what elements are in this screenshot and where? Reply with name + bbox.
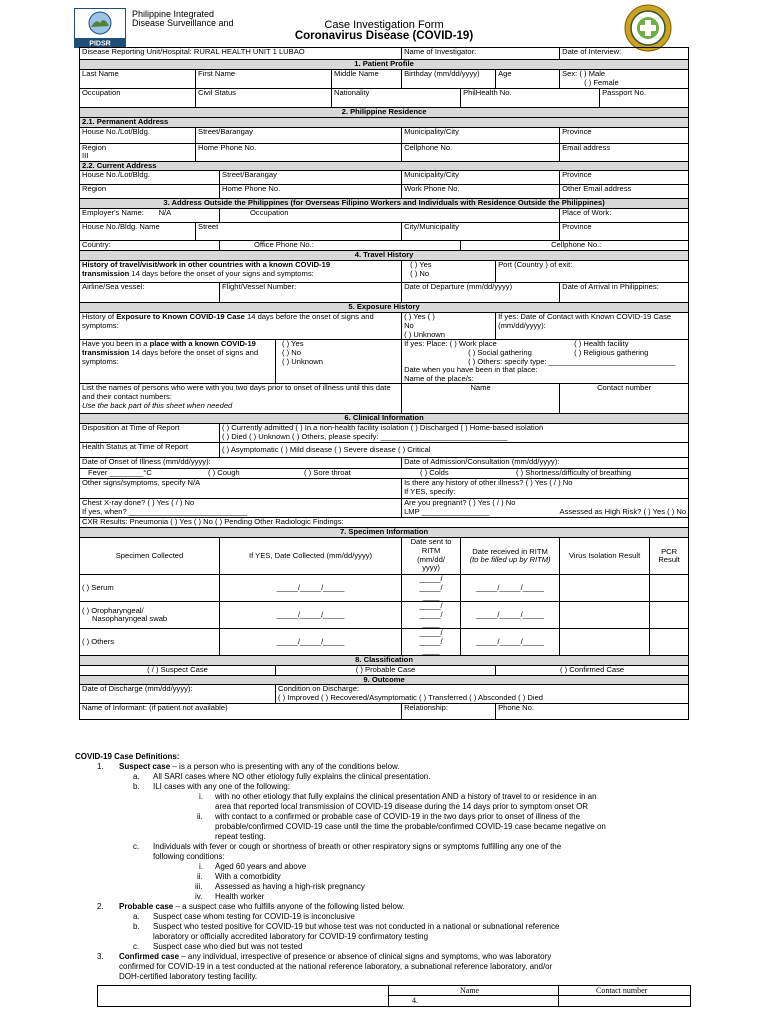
abroad-occupation-field[interactable]: Occupation (220, 209, 560, 223)
probable-case-text: – a suspect case who fulfills anyone of the following listed below. (173, 902, 405, 911)
probable-b-text-2: laboratory or officially accredited laboratory for COVID-19 confirmatory testing (153, 932, 429, 941)
departure-date-field[interactable]: Date of Departure (mm/dd/yyyy) (402, 283, 560, 303)
specimen-others[interactable]: ( ) Others (80, 629, 220, 656)
probable-a-text: Suspect case whom testing for COVID-19 is inconclusive (153, 912, 355, 921)
sore-throat-option[interactable]: ( ) Sore throat (304, 468, 351, 478)
perm-province-field[interactable]: Province (560, 127, 689, 143)
flight-number-field[interactable]: Flight/Vessel Number: (220, 283, 402, 303)
curr-home-phone-field[interactable]: Home Phone No. (220, 185, 402, 199)
perm-home-phone-field[interactable]: Home Phone No. (196, 143, 402, 161)
def-letter: a. (133, 772, 140, 781)
last-name-field[interactable]: Last Name (80, 70, 196, 89)
curr-street-field[interactable]: Street/Barangay (220, 171, 402, 185)
others-date-sent[interactable] (402, 629, 461, 656)
employer-label: Employer's Name: (82, 208, 144, 218)
suspect-a-text: All SARI cases where NO other etiology fully explains the clinical presentation. (153, 772, 431, 781)
civil-status-field[interactable]: Civil Status (196, 89, 332, 108)
perm-region-field[interactable] (80, 143, 196, 161)
def-roman: i. (199, 862, 203, 871)
specimen-collected-header: Specimen Collected (80, 538, 220, 575)
section-classification: 8. Classification (80, 656, 689, 666)
sent-blank: _____/ (419, 636, 443, 646)
curr-province-field[interactable]: Province (560, 171, 689, 185)
fever-field[interactable]: Fever ________°C (88, 468, 152, 478)
def-letter: c. (133, 942, 140, 951)
contacts-name-header: Name (460, 986, 480, 995)
onset-date-field[interactable]: Date of Onset of Illness (mm/dd/yyyy): (80, 458, 402, 469)
exposure-no-option[interactable]: No (404, 320, 414, 330)
subsection-permanent-address: 2.1. Permanent Address (80, 118, 689, 128)
others-virus-result[interactable] (560, 629, 650, 656)
persons-list-instruction (80, 384, 402, 414)
confirmed-case-text: – any individual, irrespective of presence or absence of clinical signs and symptoms, who was laboratory (179, 952, 552, 961)
section-philippine-residence: 2. Philippine Residence (80, 108, 689, 118)
pcr-result-header: PCR Result (650, 538, 689, 575)
sex-field[interactable] (560, 70, 689, 89)
def-number: 2. (97, 902, 104, 911)
cough-option[interactable]: ( ) Cough (208, 468, 240, 478)
case-investigation-table (79, 47, 689, 720)
def-roman: ii. (197, 872, 203, 881)
suspect-c-iii-text: Assessed as having a high-risk pregnancy (215, 882, 365, 891)
serum-date-collected[interactable]: _____/_____/_____ (220, 575, 402, 602)
date-received-note: (to be filled up by RITM) (469, 555, 551, 565)
section-outcome: 9. Outcome (80, 675, 689, 685)
high-risk-options[interactable]: Assessed as High Risk? ( ) Yes ( ) No (559, 506, 687, 516)
religious-gathering-option[interactable]: ( ) Religious gathering (574, 347, 649, 357)
form-subtitle: Coronavirus Disease (COVID-19) (294, 30, 474, 42)
arrival-date-field[interactable]: Date of Arrival in Philippines: (560, 283, 689, 303)
disposition-label: Disposition at Time of Report (80, 424, 220, 443)
suspect-b-i-text: with no other etiology that fully explains the clinical presentation AND a history of travel to or residence in an (215, 792, 597, 801)
section-specimen-information: 7. Specimen Information (80, 528, 689, 538)
suspect-c-text: Individuals with fever or cough or shortness of breath or other respiratory signs or symptoms fulfilling any one of the (153, 842, 562, 851)
suspect-c-iv-text: Health worker (215, 892, 265, 901)
office-phone-field[interactable]: Office Phone No.: (220, 241, 461, 251)
suspect-c-ii-text: With a comorbidity (215, 872, 281, 881)
airline-field[interactable]: Airline/Sea vessel: (80, 283, 220, 303)
travel-yes-no[interactable] (402, 261, 496, 283)
suspect-case-option[interactable]: ( / ) Suspect Case (80, 665, 276, 675)
contact-name-header: Name (402, 384, 560, 414)
other-illness-field[interactable] (402, 479, 689, 499)
employer-field[interactable] (80, 209, 220, 223)
discharge-date-field[interactable]: Date of Discharge (mm/dd/yyyy): (80, 685, 276, 704)
org-line-1: Philippine Integrated (132, 9, 215, 19)
def-letter: b. (133, 922, 140, 931)
sent-blank: _____/ (419, 582, 443, 592)
others-specify-option[interactable]: ( ) Others: specify type: ______________________________ (468, 356, 676, 366)
section-exposure-history: 5. Exposure History (80, 303, 689, 313)
social-gathering-option[interactable]: ( ) Social gathering (468, 347, 532, 357)
exposure-q1-c: 14 days before the onset of signs and symptoms: (82, 312, 374, 330)
section-clinical-information: 6. Clinical Information (80, 414, 689, 424)
place-options[interactable] (276, 340, 402, 384)
place-q-a: Have you been in a (82, 339, 148, 349)
contacts-number-header: Contact number (596, 986, 648, 995)
condition-options[interactable]: ( ) Improved ( ) Recovered/Asymptomatic ( ) Transferred ( ) Absconded ( ) Died (278, 692, 544, 702)
sent-blank: _____/ (419, 601, 443, 611)
exposure-yes-option[interactable]: ( ) Yes ( ) (404, 312, 435, 322)
subsection-current-address: 2.2. Current Address (80, 161, 689, 171)
contact-date-field[interactable]: If yes: Date of Contact with Known COVID-19 Case (mm/dd/yyyy): (496, 313, 689, 340)
abroad-street-field[interactable]: Street (196, 223, 402, 241)
condition-label: Condition on Discharge: (278, 684, 360, 694)
disposition-options[interactable] (220, 424, 689, 443)
confirmed-case-text-2: confirmed for COVID-19 in a test conducted at the national reference laboratory, a subnational reference laboratory, and/or (119, 962, 553, 971)
perm-municipality-field[interactable]: Municipality/City (402, 127, 560, 143)
others-pcr-result[interactable] (650, 629, 689, 656)
swab-pcr-result[interactable] (650, 602, 689, 629)
pregnancy-field[interactable] (402, 499, 689, 518)
sent-blank: _____/ (419, 609, 443, 619)
confirmed-case-option[interactable]: ( ) Confirmed Case (496, 665, 689, 675)
curr-house-field[interactable]: House No./Lot/Bldg. (80, 171, 220, 185)
sent-blank: ____ (422, 618, 440, 628)
def-letter: a. (133, 912, 140, 921)
perm-street-field[interactable]: Street/Barangay (196, 127, 402, 143)
curr-work-phone-field[interactable]: Work Phone No. (402, 185, 560, 199)
sex-male-option[interactable]: Sex: ( ) Male (562, 69, 606, 78)
org-line-2: Disease Surveillance and (132, 18, 234, 28)
others-date-received[interactable]: _____/_____/_____ (461, 629, 560, 656)
travel-history-question (80, 261, 402, 283)
def-letter: c. (133, 842, 140, 851)
def-number: 1. (97, 762, 104, 771)
disposition-line-2[interactable]: ( ) Died ( ) Unknown ( ) Others, please specify: ______________________________ (222, 431, 508, 441)
confirmed-case-heading: Confirmed case (119, 952, 180, 961)
swab-date-collected[interactable]: _____/_____/_____ (220, 602, 402, 629)
probable-b-text: Suspect who tested positive for COVID-19 but whose test was not conducted in a national or subnational reference (153, 922, 560, 931)
port-of-exit-field[interactable]: Port (Country ) of exit: (496, 261, 689, 283)
philhealth-field[interactable]: PhilHealth No. (461, 89, 600, 108)
place-q-c: 14 days before the onset of signs and symptoms: (82, 347, 259, 366)
confirmed-case-text-3: DOH-certified laboratory testing facility. (119, 972, 258, 981)
country-field[interactable]: Country: (80, 241, 220, 251)
date-sent-header: Date sent to RITM (mm/dd/ yyyy) (402, 538, 461, 575)
place-details[interactable] (402, 340, 689, 384)
nationality-field[interactable]: Nationality (332, 89, 461, 108)
def-roman: iii. (195, 882, 203, 891)
sent-blank: ____ (422, 591, 440, 601)
perm-house-field[interactable]: House No./Lot/Bldg. (80, 127, 196, 143)
cxr-results-row[interactable]: CXR Results: Pneumonia ( ) Yes ( ) No ( ) Pending Other Radiologic Findings: (80, 518, 689, 528)
exposure-unknown-option[interactable]: ( ) Unknown (404, 329, 445, 339)
persons-list-note: Use the back part of this sheet when needed (82, 400, 233, 410)
region-label: Region (82, 143, 107, 152)
age-field[interactable]: Age (496, 70, 560, 89)
sent-blank: ____ (422, 645, 440, 655)
health-status-label: Health Status at Time of Report (80, 443, 220, 458)
abroad-cellphone-field[interactable]: Cellphone No.: (461, 241, 689, 251)
specimen-swab[interactable] (80, 602, 220, 629)
suspect-c-text-2: following conditions: (153, 852, 225, 861)
suspect-b-text: ILI cases with any one of the following: (153, 782, 290, 791)
work-place-option[interactable]: If yes: Place: ( ) Work place (404, 339, 497, 349)
table-divider (558, 986, 559, 1006)
swab-label-1: ( ) Oropharyngeal/ (82, 605, 144, 615)
swab-virus-result[interactable] (560, 602, 650, 629)
suspect-b-ii-text: with contact to a confirmed or probable case of COVID-19 in the two days prior to onset of illness of the (215, 812, 581, 821)
table-divider (388, 986, 389, 1006)
travel-no-option[interactable]: ( ) No (410, 268, 430, 278)
exposure-question (80, 313, 402, 340)
date-received-label: Date received in RITM (472, 546, 548, 556)
serum-pcr-result[interactable] (650, 575, 689, 602)
reporting-unit-field[interactable]: Disease Reporting Unit/Hospital: RURAL HEALTH UNIT 1 LUBAO (80, 48, 402, 60)
disposition-line-1[interactable]: ( ) Currently admitted ( ) In a non-health facility isolation ( ) Discharged ( ) Home-based isolation (222, 423, 544, 433)
abroad-house-field[interactable]: House No./Bldg. Name (80, 223, 196, 241)
table-divider (388, 995, 690, 996)
health-status-options[interactable]: ( ) Asymptomatic ( ) Mild disease ( ) Severe disease ( ) Critical (220, 443, 689, 458)
sent-blank: _____/ (419, 628, 443, 638)
def-letter: b. (133, 782, 140, 791)
abroad-city-field[interactable]: City/Municipality (402, 223, 560, 241)
relationship-field[interactable]: Relationship: (402, 704, 496, 720)
health-facility-option[interactable]: ( ) Health facility (574, 339, 629, 349)
curr-other-email-field[interactable]: Other Email address (560, 185, 689, 199)
def-roman: iv. (195, 892, 203, 901)
travel-question-bold: History of travel/visit/work in other countries with a known COVID-19 (82, 260, 331, 270)
suspect-case-heading: Suspect case (119, 762, 171, 771)
perm-email-field[interactable]: Email address (560, 143, 689, 161)
exposure-q1-bold: Exposure to Known COVID-19 Case (116, 312, 245, 322)
informant-phone-field[interactable]: Phone No. (496, 704, 689, 720)
travel-question-bold-2: transmission (82, 268, 130, 278)
virus-isolation-header: Virus Isolation Result (560, 538, 650, 575)
condition-on-discharge[interactable] (276, 685, 689, 704)
place-no-option[interactable]: ( ) No (282, 347, 301, 357)
region-value: III (82, 151, 89, 161)
swab-label-2: Nasopharyngeal swab (92, 614, 168, 624)
admission-date-field[interactable]: Date of Admission/Consultation (mm/dd/yyyy): (402, 458, 689, 469)
serum-date-received[interactable]: _____/_____/_____ (461, 575, 560, 602)
informant-field[interactable]: Name of Informant: (if patient not available) (80, 704, 402, 720)
place-transmission-question (80, 340, 276, 384)
xray-when-field[interactable]: If yes, when? ____________________________ (82, 506, 248, 516)
doh-seal-icon (624, 4, 672, 52)
lmp-field[interactable]: LMP ________________ (404, 506, 490, 516)
persons-list-text: List the names of persons who were with you two days prior to onset of illness until this date and their contact numbers: (82, 383, 391, 401)
def-roman: i. (199, 792, 203, 801)
swab-date-sent[interactable] (402, 602, 461, 629)
serum-date-sent[interactable] (402, 575, 461, 602)
form-header (0, 0, 768, 50)
exposure-options[interactable] (402, 313, 496, 340)
travel-yes-option[interactable]: ( ) Yes (410, 260, 432, 270)
suspect-b-ii-text-3: repeat testing. (215, 832, 266, 841)
probable-case-option[interactable]: ( ) Probable Case (276, 665, 496, 675)
others-date-collected[interactable]: _____/_____/_____ (220, 629, 402, 656)
place-of-work-field[interactable]: Place of Work: (560, 209, 689, 223)
probable-c-text: Suspect case who died but was not tested (153, 942, 303, 951)
place-q-bold: place with a known COVID-19 transmission (82, 339, 256, 357)
xray-options[interactable]: Chest X-ray done? ( ) Yes ( / ) No (82, 498, 195, 508)
occupation-field[interactable]: Occupation (80, 89, 196, 108)
pregnant-options[interactable]: Are you pregnant? ( ) Yes ( / ) No (404, 498, 516, 508)
perm-cellphone-field[interactable]: Cellphone No. (402, 143, 560, 161)
symptoms-row[interactable] (80, 469, 689, 479)
curr-municipality-field[interactable]: Municipality/City (402, 171, 560, 185)
other-illness-specify[interactable]: If YES, specify: (404, 486, 456, 496)
suspect-case-text: – is a person who is presenting with any of the conditions below. (170, 762, 400, 771)
swab-date-received[interactable]: _____/_____/_____ (461, 602, 560, 629)
colds-option[interactable]: ( ) Colds (420, 468, 449, 478)
svg-text:PIDSR: PIDSR (89, 40, 111, 48)
name-of-place-field[interactable]: Name of the place/s: (404, 373, 474, 383)
form-title: Case Investigation Form (324, 19, 444, 31)
definitions-heading: COVID-19 Case Definitions: (75, 752, 180, 761)
section-patient-profile: 1. Patient Profile (80, 60, 689, 70)
date-received-header (461, 538, 560, 575)
suspect-b-i-text-2: area that reported local transmission of COVID-19 disease during the 14 days prior to symptom onset OR (215, 802, 589, 811)
chest-xray-field[interactable] (80, 499, 402, 518)
exposure-q1-a: History of (82, 312, 115, 322)
specimen-serum[interactable]: ( ) Serum (80, 575, 220, 602)
place-unknown-option[interactable]: ( ) Unknown (282, 356, 323, 366)
investigator-field[interactable]: Name of Investigator: (402, 48, 560, 60)
contacts-table-continued (97, 985, 691, 1007)
curr-region-field[interactable]: Region (80, 185, 220, 199)
serum-virus-result[interactable] (560, 575, 650, 602)
employer-value: N/A (158, 208, 172, 218)
contact-number-header: Contact number (560, 384, 689, 414)
suspect-c-i-text: Aged 60 years and above (215, 862, 307, 871)
date-in-place-field[interactable]: Date when you have been in that place: (404, 365, 538, 375)
section-travel-history: 4. Travel History (80, 251, 689, 261)
middle-name-field[interactable]: Middle Name (332, 70, 402, 89)
contacts-row-number: 4. (412, 996, 418, 1005)
suspect-b-ii-text-2: probable/confirmed COVID-19 case until the time the probable/confirmed COVID-19 case became negative on (215, 822, 606, 831)
abroad-province-field[interactable]: Province (560, 223, 689, 241)
date-collected-header: If YES, Date Collected (mm/dd/yyyy) (220, 538, 402, 575)
place-yes-option[interactable]: ( ) Yes (282, 339, 304, 349)
passport-field[interactable]: Passport No. (600, 89, 689, 108)
birthday-field[interactable]: Birthday (mm/dd/yyyy) (402, 70, 496, 89)
def-roman: ii. (197, 812, 203, 821)
probable-case-heading: Probable case (119, 902, 174, 911)
other-signs-field[interactable]: Other signs/symptoms, specify N/A (80, 479, 402, 499)
first-name-field[interactable]: First Name (196, 70, 332, 89)
def-number: 3. (97, 952, 104, 961)
sent-blank: _____/ (419, 574, 443, 584)
other-illness-options[interactable]: Is there any history of other illness? ( ) Yes ( / ) No (404, 478, 573, 488)
interview-date-field[interactable]: Date of Interview: (560, 48, 689, 60)
section-outside-philippines: 3. Address Outside the Philippines (for Overseas Filipino Workers and Individuals with Residence Outside the Philippines) (80, 199, 689, 209)
shortness-breath-option[interactable]: ( ) Shortness/difficulty of breathing (516, 468, 632, 478)
travel-question-rest: 14 days before the onset of your signs and symptoms: (131, 268, 314, 278)
sex-female-option[interactable]: ( ) Female (584, 77, 619, 87)
